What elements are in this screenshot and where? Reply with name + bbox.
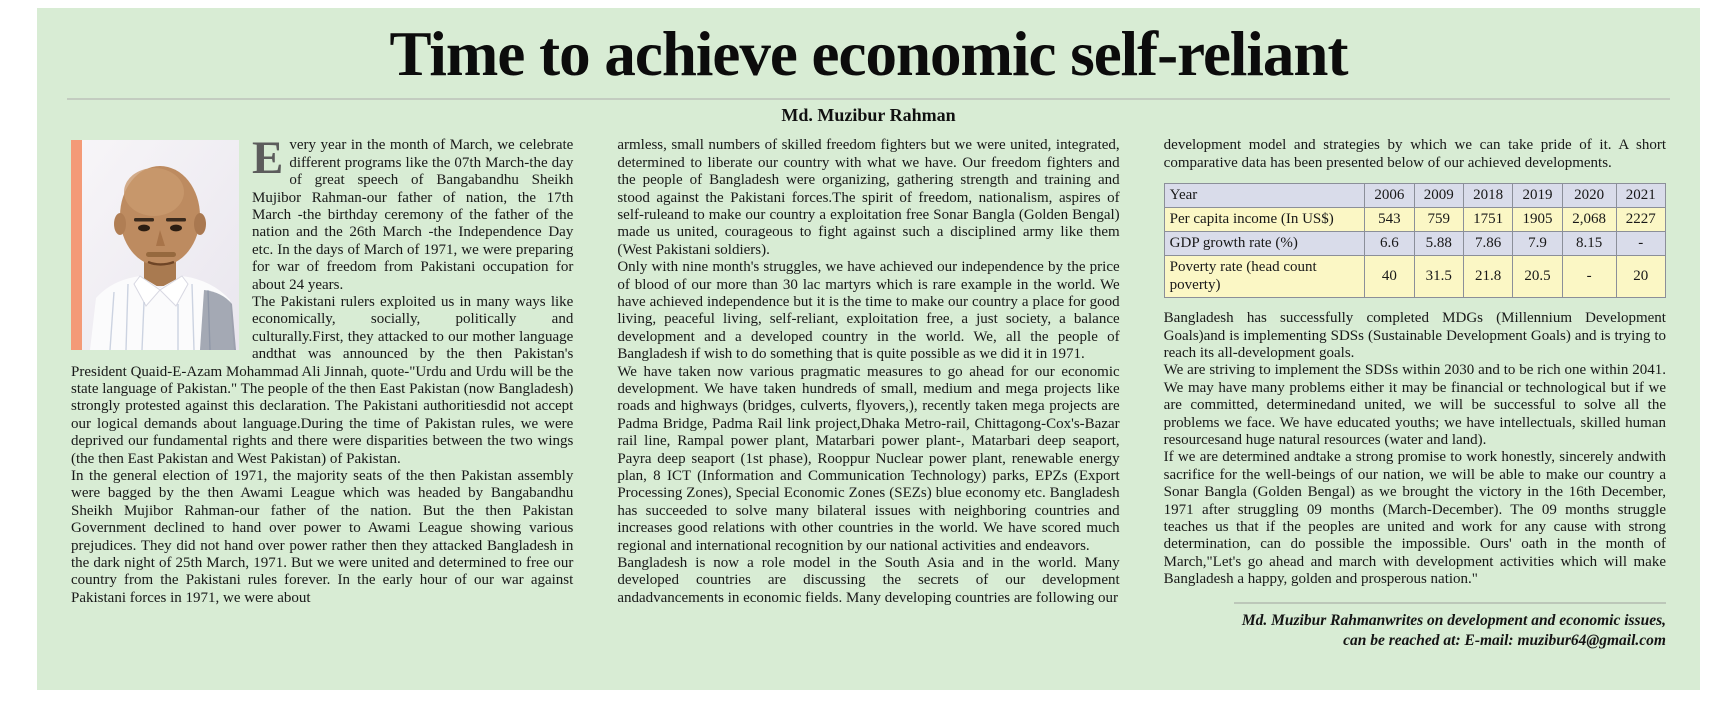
table-cell: 1905 (1513, 208, 1562, 232)
table-cell: 8.15 (1562, 232, 1616, 256)
table-cell: Per capita income (In US$) (1164, 208, 1365, 232)
table-cell: 31.5 (1414, 256, 1463, 298)
table-cell: GDP growth rate (%) (1164, 232, 1365, 256)
table-cell: 2018 (1463, 184, 1512, 208)
table-cell: Poverty rate (head count poverty) (1164, 256, 1365, 298)
credit-divider (1234, 602, 1666, 604)
paragraph: Every year in the month of March, we celebrate different programs like the 07th March-the day of great speech of Bangabandhu Sheikh Mujibor Rahman-our father of nation, the 17th March -the birthday ceremony of the father of the nation and the 26th March -the Independence Day etc. In the days of March of 1971, we were preparing for war of freedom from Pakistani occupation for about 24 years. (252, 132, 574, 293)
table-cell: 2006 (1365, 184, 1414, 208)
article-byline: Md. Muzibur Rahman (781, 105, 956, 126)
table-cell: 21.8 (1463, 256, 1512, 298)
table-cell: 7.86 (1463, 232, 1512, 256)
table-cell: 2009 (1414, 184, 1463, 208)
table-cell: 6.6 (1365, 232, 1414, 256)
table-cell: 1751 (1463, 208, 1512, 232)
table-cell: 2,068 (1562, 208, 1616, 232)
paragraph: If we are determined andtake a strong promise to work honestly, sincerely andwith sacrifice for the well-beings of our nation, we will be able to make our country a Sonar Bangla (Golden Bengal) as we brought the victory in the 16th December, 1971 after struggling 09 months (March-December). The 09 months struggle teaches us that if the peoples are united and work for any cause with strong determination, can do possible the impossible. Ours' oath in the month of March,"Let's go ahead and march with development activities which will make Bangladesh a happy, golden and prosperous nation." (1163, 449, 1666, 588)
table-row (1164, 256, 1665, 298)
table-cell: 40 (1365, 256, 1414, 298)
column-2 (617, 137, 1119, 650)
author-credit-line: Md. Muzibur Rahmanwrites on development and economic issues, (1241, 611, 1666, 629)
drop-cap: E (252, 132, 284, 185)
author-credit-line: can be reached at: E-mail: muzibur64@gmail.com (1343, 631, 1666, 649)
table-cell: 543 (1365, 208, 1414, 232)
paragraph: Only with nine month's struggles, we have achieved our independence by the price of blood of our more than 30 lac martyrs which is rare example in the world. We have achieved independence but it is the time to make our country a place for good living, peaceful living, self-reliant, exploitation free, a just society, a balance development and a developed country in the world. We, all the people of Bangladesh if wish to do something that is quite possible as we did it in 1971. (617, 259, 1120, 363)
table-cell: 2227 (1616, 208, 1665, 232)
table-row (1164, 208, 1665, 232)
comparative-data-table (1164, 183, 1666, 298)
table-cell: 20 (1616, 256, 1665, 298)
paragraph: Bangladesh has successfully completed MDGs (Millennium Development Goals)and is implementing SDSs (Sustainable Development Goals) and is trying to reach its all-development goals. (1163, 310, 1666, 361)
table-row (1164, 232, 1665, 256)
title-divider (67, 98, 1670, 100)
column-3 (1164, 137, 1666, 650)
table-cell: 20.5 (1513, 256, 1562, 298)
table-cell: 2020 (1562, 184, 1616, 208)
paragraph: armless, small numbers of skilled freedom fighters but we were united, integrated, determined to liberate our country with what we have. Our freedom fighters and the people of Bangladesh were organizing, gathering strength and training and stood against the Pakistani forces.The spirit of freedom, nationalism, aspires of self-ruleand to make our country a exploitation free Sonar Bangla (Golden Bengal) made us united, courageous to fight against such a disciplined army like them (West Pakistani soldiers). (617, 137, 1120, 258)
table-cell: Year (1164, 184, 1365, 208)
newspaper-page (37, 8, 1700, 690)
table-cell: 759 (1414, 208, 1463, 232)
author-credit (1164, 611, 1666, 651)
paragraph: In the general election of 1971, the majority seats of the then Pakistan assembly were bagged by the then Awami League which was headed by Bangabandhu Sheikh Mujibor Rahman-our father of the nation. But the then Pakistan Government declined to hand over power to Awami League showing various prejudices. They did not hand over power rather then they attacked Bangladesh in the dark night of 25th March, 1971. But we were united and determined to free our country from the Pakistani rules forever. In the early hour of our war against Pakistani forces in 1971, we were about (71, 468, 574, 606)
table-cell: 2019 (1513, 184, 1562, 208)
table-cell: - (1616, 232, 1665, 256)
paragraph: development model and strategies by which we can take pride of it. A short comparative data has been presented below of our achieved developments. (1163, 137, 1666, 171)
table-cell: 7.9 (1513, 232, 1562, 256)
article-title: Time to achieve economic self-reliant (389, 19, 1348, 89)
paragraph: We are striving to implement the SDSs within 2030 and to be rich one within 2041. We may have many problems either it may be financial or technological but if we are committed, determinedand united, we will be successful to solve all the problems we face. We have educated youths; we have intellectuals, skilled human resourcesand huge natural resources (water and land). (1163, 362, 1666, 448)
column-1 (71, 132, 574, 650)
author-photo (71, 140, 239, 350)
table-cell: 2021 (1616, 184, 1665, 208)
table-cell: - (1562, 256, 1616, 298)
paragraph: Bangladesh is now a role model in the South Asia and in the world. Many developed countries are discussing the secrets of our development andadvancements in economic fields. Many developing countries are following our (617, 555, 1120, 606)
paragraph: We have taken now various pragmatic measures to go ahead for our economic development. We have taken hundreds of small, medium and mega projects like roads and highways (bridges, culverts, flyovers,), recently taken mega projects are Padma Bridge, Padma Rail link project,Dhaka Metro-rail, Chittagong-Cox's-Bazar rail line, Rampal power plant, Matarbari power plant-, Matarbari deep seaport, Payra deep seaport (1st phase), Rooppur Nuclear power plant, renewable energy plan, 8 ICT (Information and Communication Technology) parks, EPZs (Export Processing Zones), Special Economic Zones (SEZs) blue economy etc. Bangladesh has succeeded to solve many bilateral issues with neighboring countries and increases good relations with other countries in the world. We have scored much regional and international recognition by our national activities and endeavors. (617, 363, 1120, 554)
article-body (37, 132, 1700, 650)
table-header-row (1164, 184, 1665, 208)
table-cell: 5.88 (1414, 232, 1463, 256)
paragraph: The Pakistani rulers exploited us in many ways like economically, socially, politically and culturally.First, they attacked to our mother language andthat was announced by the then Pakistan's President Quaid-E-Azam Mohammad Ali Jinnah, quote-"Urdu and Urdu will be the state language of Pakistan." The people of the then East Pakistan (now Bangladesh) strongly protested against this declaration. The Pakistani authoritiesdid not accept our logical demands about language.During the time of Pakistan rules, we were deprived our fundamental rights and there were disparities between the two wings (the then East Pakistan and West Pakistan) of Pakistan. (71, 293, 574, 467)
author-portrait-illustration (82, 140, 239, 350)
